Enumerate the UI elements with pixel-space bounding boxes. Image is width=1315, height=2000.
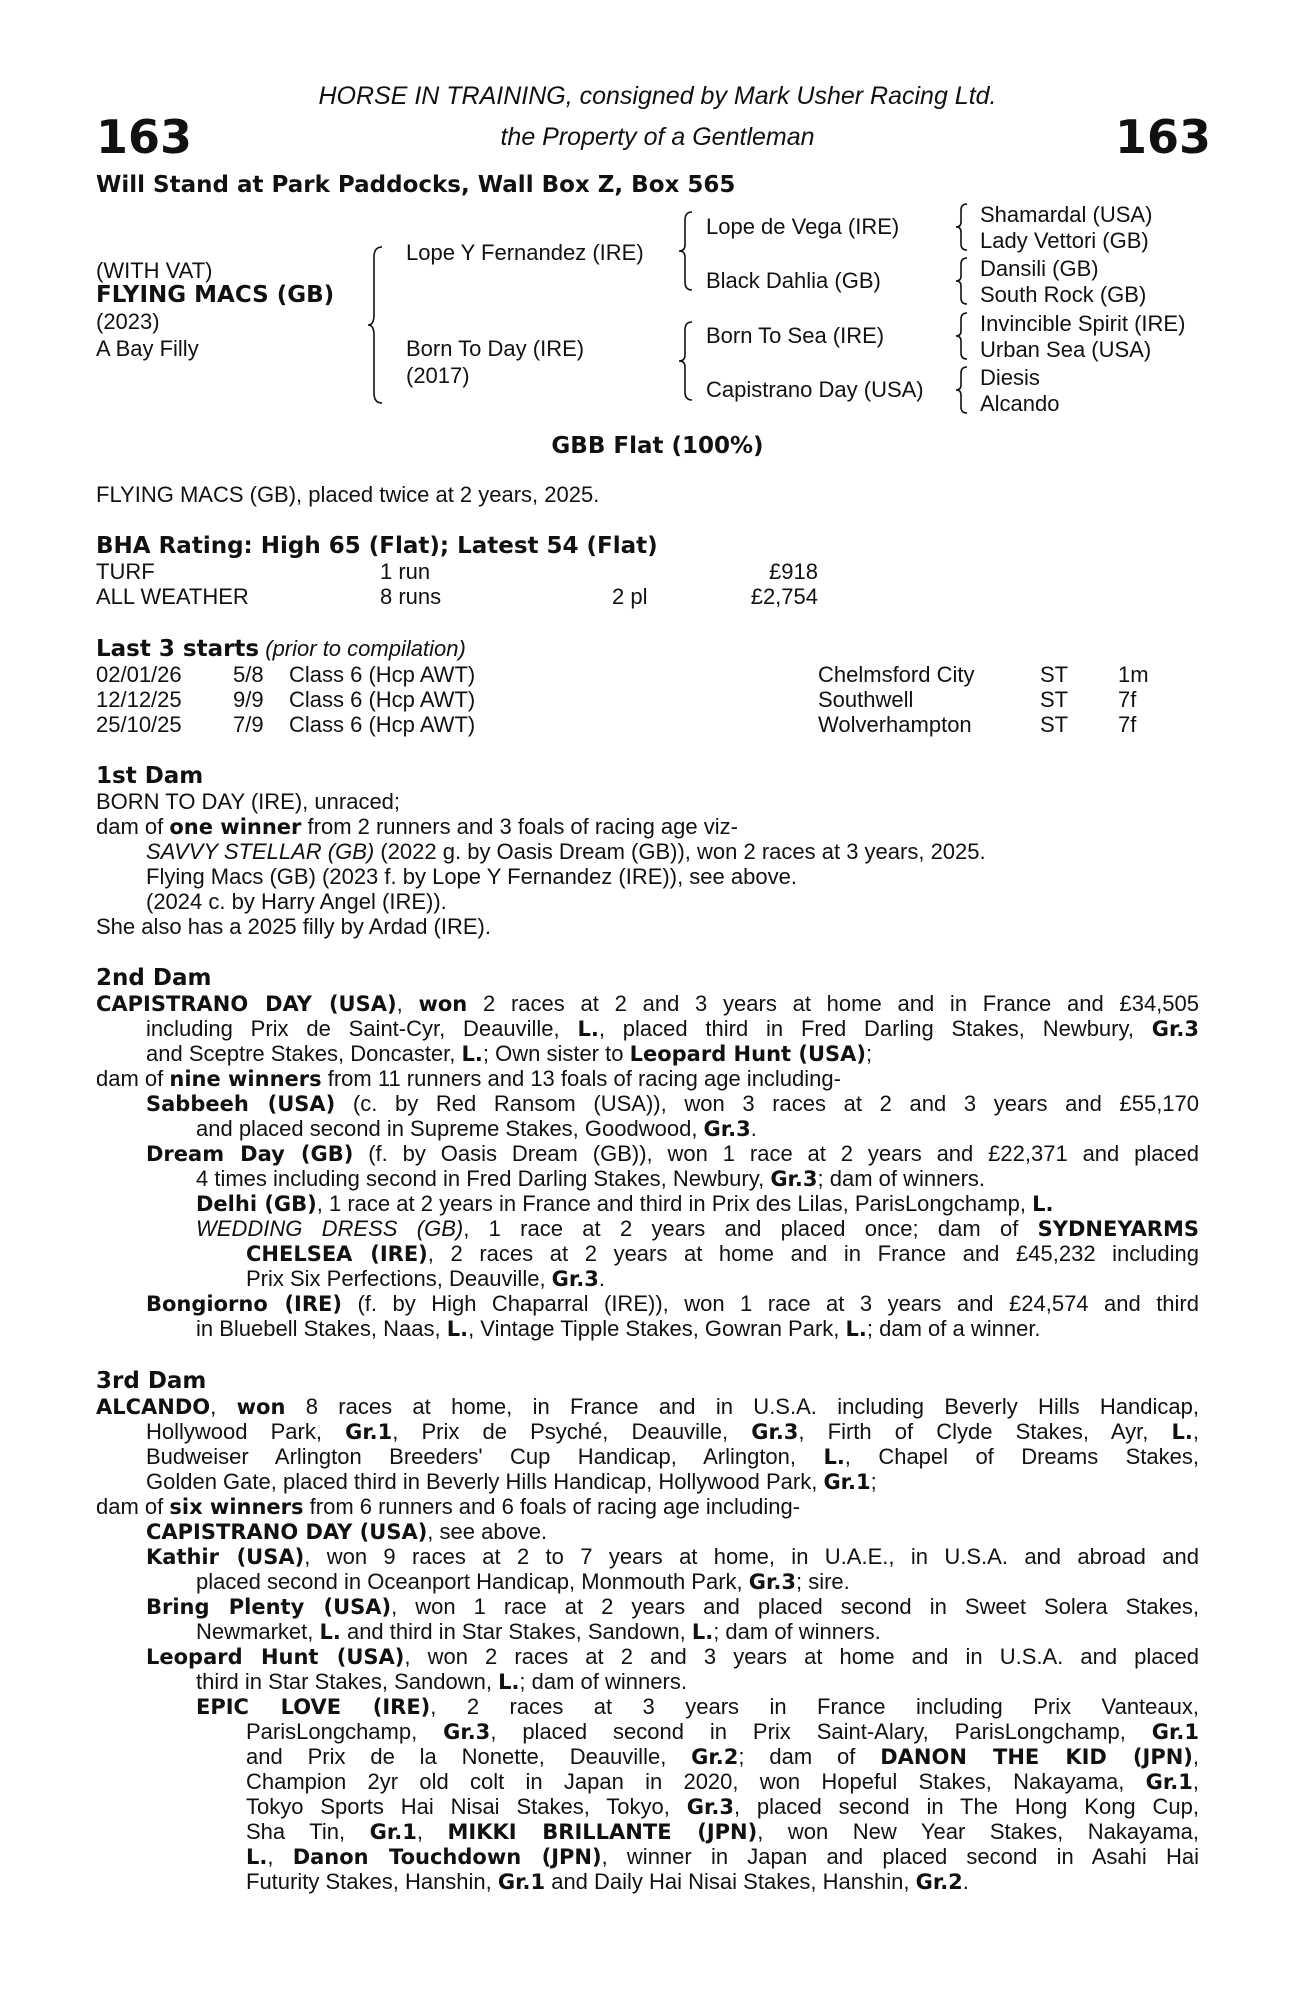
start-course: Wolverhampton — [818, 712, 972, 737]
third-dam-line: EPIC LOVE (IRE), 2 races at 3 years in France including Prix Vanteaux, — [196, 1694, 1199, 1719]
start-position: 5/8 — [233, 662, 264, 687]
start-course: Chelmsford City — [818, 662, 975, 687]
lot-number-right: 163 — [1115, 110, 1212, 164]
start-date: 12/12/25 — [96, 687, 182, 712]
brace-g4 — [954, 365, 972, 415]
second-dam-section — [96, 966, 1199, 1341]
horse-summary: FLYING MACS (GB), placed twice at 2 years, 2025. — [96, 482, 600, 507]
brace-g3 — [954, 311, 972, 361]
stand-location: Will Stand at Park Paddocks, Wall Box Z, Box 565 — [96, 172, 736, 198]
bha-rating: BHA Rating: High 65 (Flat); Latest 54 (Flat) — [96, 533, 658, 559]
turf-prize: £918 — [769, 559, 818, 584]
second-dam-heading: 2nd Dam — [96, 965, 212, 991]
third-dam-line: CAPISTRANO DAY (USA), see above. — [146, 1519, 548, 1544]
third-dam-line: Kathir (USA), won 9 races at 2 to 7 years at home, in U.A.E., in U.S.A. and abroad and — [146, 1544, 1199, 1569]
second-dam-line: and placed second in Supreme Stakes, Goodwood, Gr.3. — [196, 1116, 757, 1141]
second-dam-line: Delhi (GB), 1 race at 2 years in France and third in Prix des Lilas, ParisLongchamp, L. — [196, 1191, 1054, 1216]
dam-sire: Born To Sea (IRE) — [706, 323, 885, 348]
start-distance: 7f — [1118, 712, 1137, 737]
consignor-line: HORSE IN TRAINING, consigned by Mark Usher Racing Ltd. — [318, 82, 997, 110]
third-dam-line: Leopard Hunt (USA), won 2 races at 2 and 3 years at home and in U.S.A. and placed — [146, 1644, 1200, 1669]
start-position: 7/9 — [233, 712, 264, 737]
second-dam-line: Sabbeeh (USA) (c. by Red Ransom (USA)), won 3 races at 2 and 3 years and £55,170 — [146, 1091, 1200, 1116]
vat-note: (WITH VAT) — [96, 258, 213, 283]
second-dam-line: including Prix de Saint-Cyr, Deauville, L., placed third in Fred Darling Stakes, Newbury, Gr.3 — [146, 1016, 1199, 1041]
third-dam-line: and Prix de la Nonette, Deauville, Gr.2; dam of DANON THE KID (JPN), — [246, 1744, 1200, 1769]
start-class: Class 6 (Hcp AWT) — [289, 687, 476, 712]
turf-label: TURF — [96, 559, 155, 584]
sire-dam: Black Dahlia (GB) — [706, 268, 881, 293]
third-dam-line: L., Danon Touchdown (JPN), winner in Japan and placed second in Asahi Hai — [246, 1844, 1199, 1869]
turf-runs: 1 run — [380, 559, 431, 584]
dam-sire-dam: Urban Sea (USA) — [980, 337, 1152, 362]
first-dam-heading: 1st Dam — [96, 763, 204, 789]
second-dam-line: Dream Day (GB) (f. by Oasis Dream (GB)), won 1 race at 2 years and £22,371 and placed — [146, 1141, 1199, 1166]
third-dam-line: Sha Tin, Gr.1, MIKKI BRILLANTE (JPN), won New Year Stakes, Nakayama, — [246, 1819, 1199, 1844]
third-dam-line: Futurity Stakes, Hanshin, Gr.1 and Daily Hai Nisai Stakes, Hanshin, Gr.2. — [246, 1869, 969, 1894]
start-distance: 1m — [1118, 662, 1149, 687]
first-dam-line: She also has a 2025 filly by Ardad (IRE). — [96, 914, 491, 939]
first-dam-line: dam of one winner from 2 runners and 3 foals of racing age viz- — [96, 814, 738, 839]
dam-dam: Capistrano Day (USA) — [706, 377, 924, 402]
third-dam-line: Tokyo Sports Hai Nisai Stakes, Tokyo, Gr.3, placed second in The Hong Kong Cup, — [246, 1794, 1200, 1819]
property-line: the Property of a Gentleman — [500, 123, 815, 151]
third-dam-section — [96, 1369, 1199, 1894]
third-dam-line: placed second in Oceanport Handicap, Monmouth Park, Gr.3; sire. — [196, 1569, 850, 1594]
brace-g2 — [954, 256, 972, 306]
dam-year: (2017) — [406, 363, 470, 388]
dam: Born To Day (IRE) — [406, 336, 585, 361]
first-dam-line: (2024 c. by Harry Angel (IRE)). — [146, 889, 447, 914]
horse-description: A Bay Filly — [96, 336, 199, 361]
second-dam-line: Bongiorno (IRE) (f. by High Chaparral (IRE)), won 1 race at 3 years and £24,574 and third — [146, 1291, 1199, 1316]
sire-dam-dam: South Rock (GB) — [980, 282, 1147, 307]
aw-placed: 2 pl — [612, 584, 648, 609]
third-dam-line: Golden Gate, placed third in Beverly Hills Handicap, Hollywood Park, Gr.1; — [146, 1469, 877, 1494]
third-dam-line: Bring Plenty (USA), won 1 race at 2 years and placed second in Sweet Solera Stakes, — [146, 1594, 1199, 1619]
second-dam-line: WEDDING DRESS (GB), 1 race at 2 years and placed once; dam of SYDNEYARMS — [196, 1216, 1199, 1241]
third-dam-line: Hollywood Park, Gr.1, Prix de Psyché, Deauville, Gr.3, Firth of Clyde Stakes, Ayr, L., — [146, 1419, 1199, 1444]
second-dam-line: dam of nine winners from 11 runners and 13 foals of racing age including- — [96, 1066, 841, 1091]
dam-sire-sire: Invincible Spirit (IRE) — [980, 311, 1186, 336]
sire-dam-sire: Dansili (GB) — [980, 256, 1099, 281]
last-starts-note: (prior to compilation) — [265, 636, 466, 661]
second-dam-line: Prix Six Perfections, Deauville, Gr.3. — [246, 1266, 605, 1291]
third-dam-line: Newmarket, L. and third in Star Stakes, Sandown, L.; dam of winners. — [196, 1619, 881, 1644]
start-going: ST — [1040, 687, 1069, 712]
second-dam-line: in Bluebell Stakes, Naas, L., Vintage Tipple Stakes, Gowran Park, L.; dam of a winner. — [196, 1316, 1041, 1341]
second-dam-line: and Sceptre Stakes, Doncaster, L.; Own sister to Leopard Hunt (USA); — [146, 1041, 873, 1066]
gbb-rating: GBB Flat (100%) — [551, 433, 764, 459]
lot-number-left: 163 — [96, 110, 193, 164]
sire-sire: Lope de Vega (IRE) — [706, 214, 900, 239]
sire-sire-sire: Shamardal (USA) — [980, 202, 1153, 227]
sire-sire-dam: Lady Vettori (GB) — [980, 228, 1149, 253]
sire-brace — [678, 210, 698, 292]
second-dam-line: CHELSEA (IRE), 2 races at 2 years at home and in France and £45,232 including — [246, 1241, 1200, 1266]
start-date: 25/10/25 — [96, 712, 182, 737]
brace-g1 — [954, 202, 972, 252]
aw-runs: 8 runs — [380, 584, 442, 609]
start-date: 02/01/26 — [96, 662, 182, 687]
last-starts-title: Last 3 starts — [96, 636, 260, 662]
start-position: 9/9 — [233, 687, 264, 712]
first-dam-line: Flying Macs (GB) (2023 f. by Lope Y Fernandez (IRE)), see above. — [146, 864, 797, 889]
third-dam-line: Champion 2yr old colt in Japan in 2020, won Hopeful Stakes, Nakayama, Gr.1, — [246, 1769, 1199, 1794]
third-dam-line: third in Star Stakes, Sandown, L.; dam of winners. — [196, 1669, 687, 1694]
horse-year: (2023) — [96, 309, 160, 334]
start-course: Southwell — [818, 687, 914, 712]
second-dam-line: 4 times including second in Fred Darling Stakes, Newbury, Gr.3; dam of winners. — [196, 1166, 986, 1191]
start-going: ST — [1040, 712, 1069, 737]
third-dam-line: dam of six winners from 6 runners and 6 foals of racing age including- — [96, 1494, 801, 1519]
aw-prize: £2,754 — [750, 584, 818, 609]
dam-dam-sire: Diesis — [980, 365, 1040, 390]
sire: Lope Y Fernandez (IRE) — [406, 240, 644, 265]
last-starts-heading — [96, 636, 466, 662]
horse-name: FLYING MACS (GB) — [96, 282, 335, 308]
first-dam-section — [96, 764, 986, 939]
start-class: Class 6 (Hcp AWT) — [289, 712, 476, 737]
third-dam-line: ParisLongchamp, Gr.3, placed second in Prix Saint-Alary, ParisLongchamp, Gr.1 — [246, 1719, 1199, 1744]
start-class: Class 6 (Hcp AWT) — [289, 662, 476, 687]
dam-brace — [678, 320, 698, 402]
third-dam-heading: 3rd Dam — [96, 1368, 207, 1394]
third-dam-line: Budweiser Arlington Breeders' Cup Handicap, Arlington, L., Chapel of Dreams Stakes, — [146, 1444, 1200, 1469]
start-distance: 7f — [1118, 687, 1137, 712]
aw-label: ALL WEATHER — [96, 584, 249, 609]
start-going: ST — [1040, 662, 1069, 687]
dam-dam-dam: Alcando — [980, 391, 1060, 416]
second-dam-line: CAPISTRANO DAY (USA), won 2 races at 2 and 3 years at home and in France and £34,505 — [96, 991, 1200, 1016]
pedigree-brace-main — [368, 245, 388, 405]
first-dam-line: SAVVY STELLAR (GB) (2022 g. by Oasis Dream (GB)), won 2 races at 3 years, 2025. — [146, 839, 986, 864]
third-dam-line: ALCANDO, won 8 races at home, in France and in U.S.A. including Beverly Hills Handicap, — [96, 1394, 1199, 1419]
first-dam-line: BORN TO DAY (IRE), unraced; — [96, 789, 401, 814]
